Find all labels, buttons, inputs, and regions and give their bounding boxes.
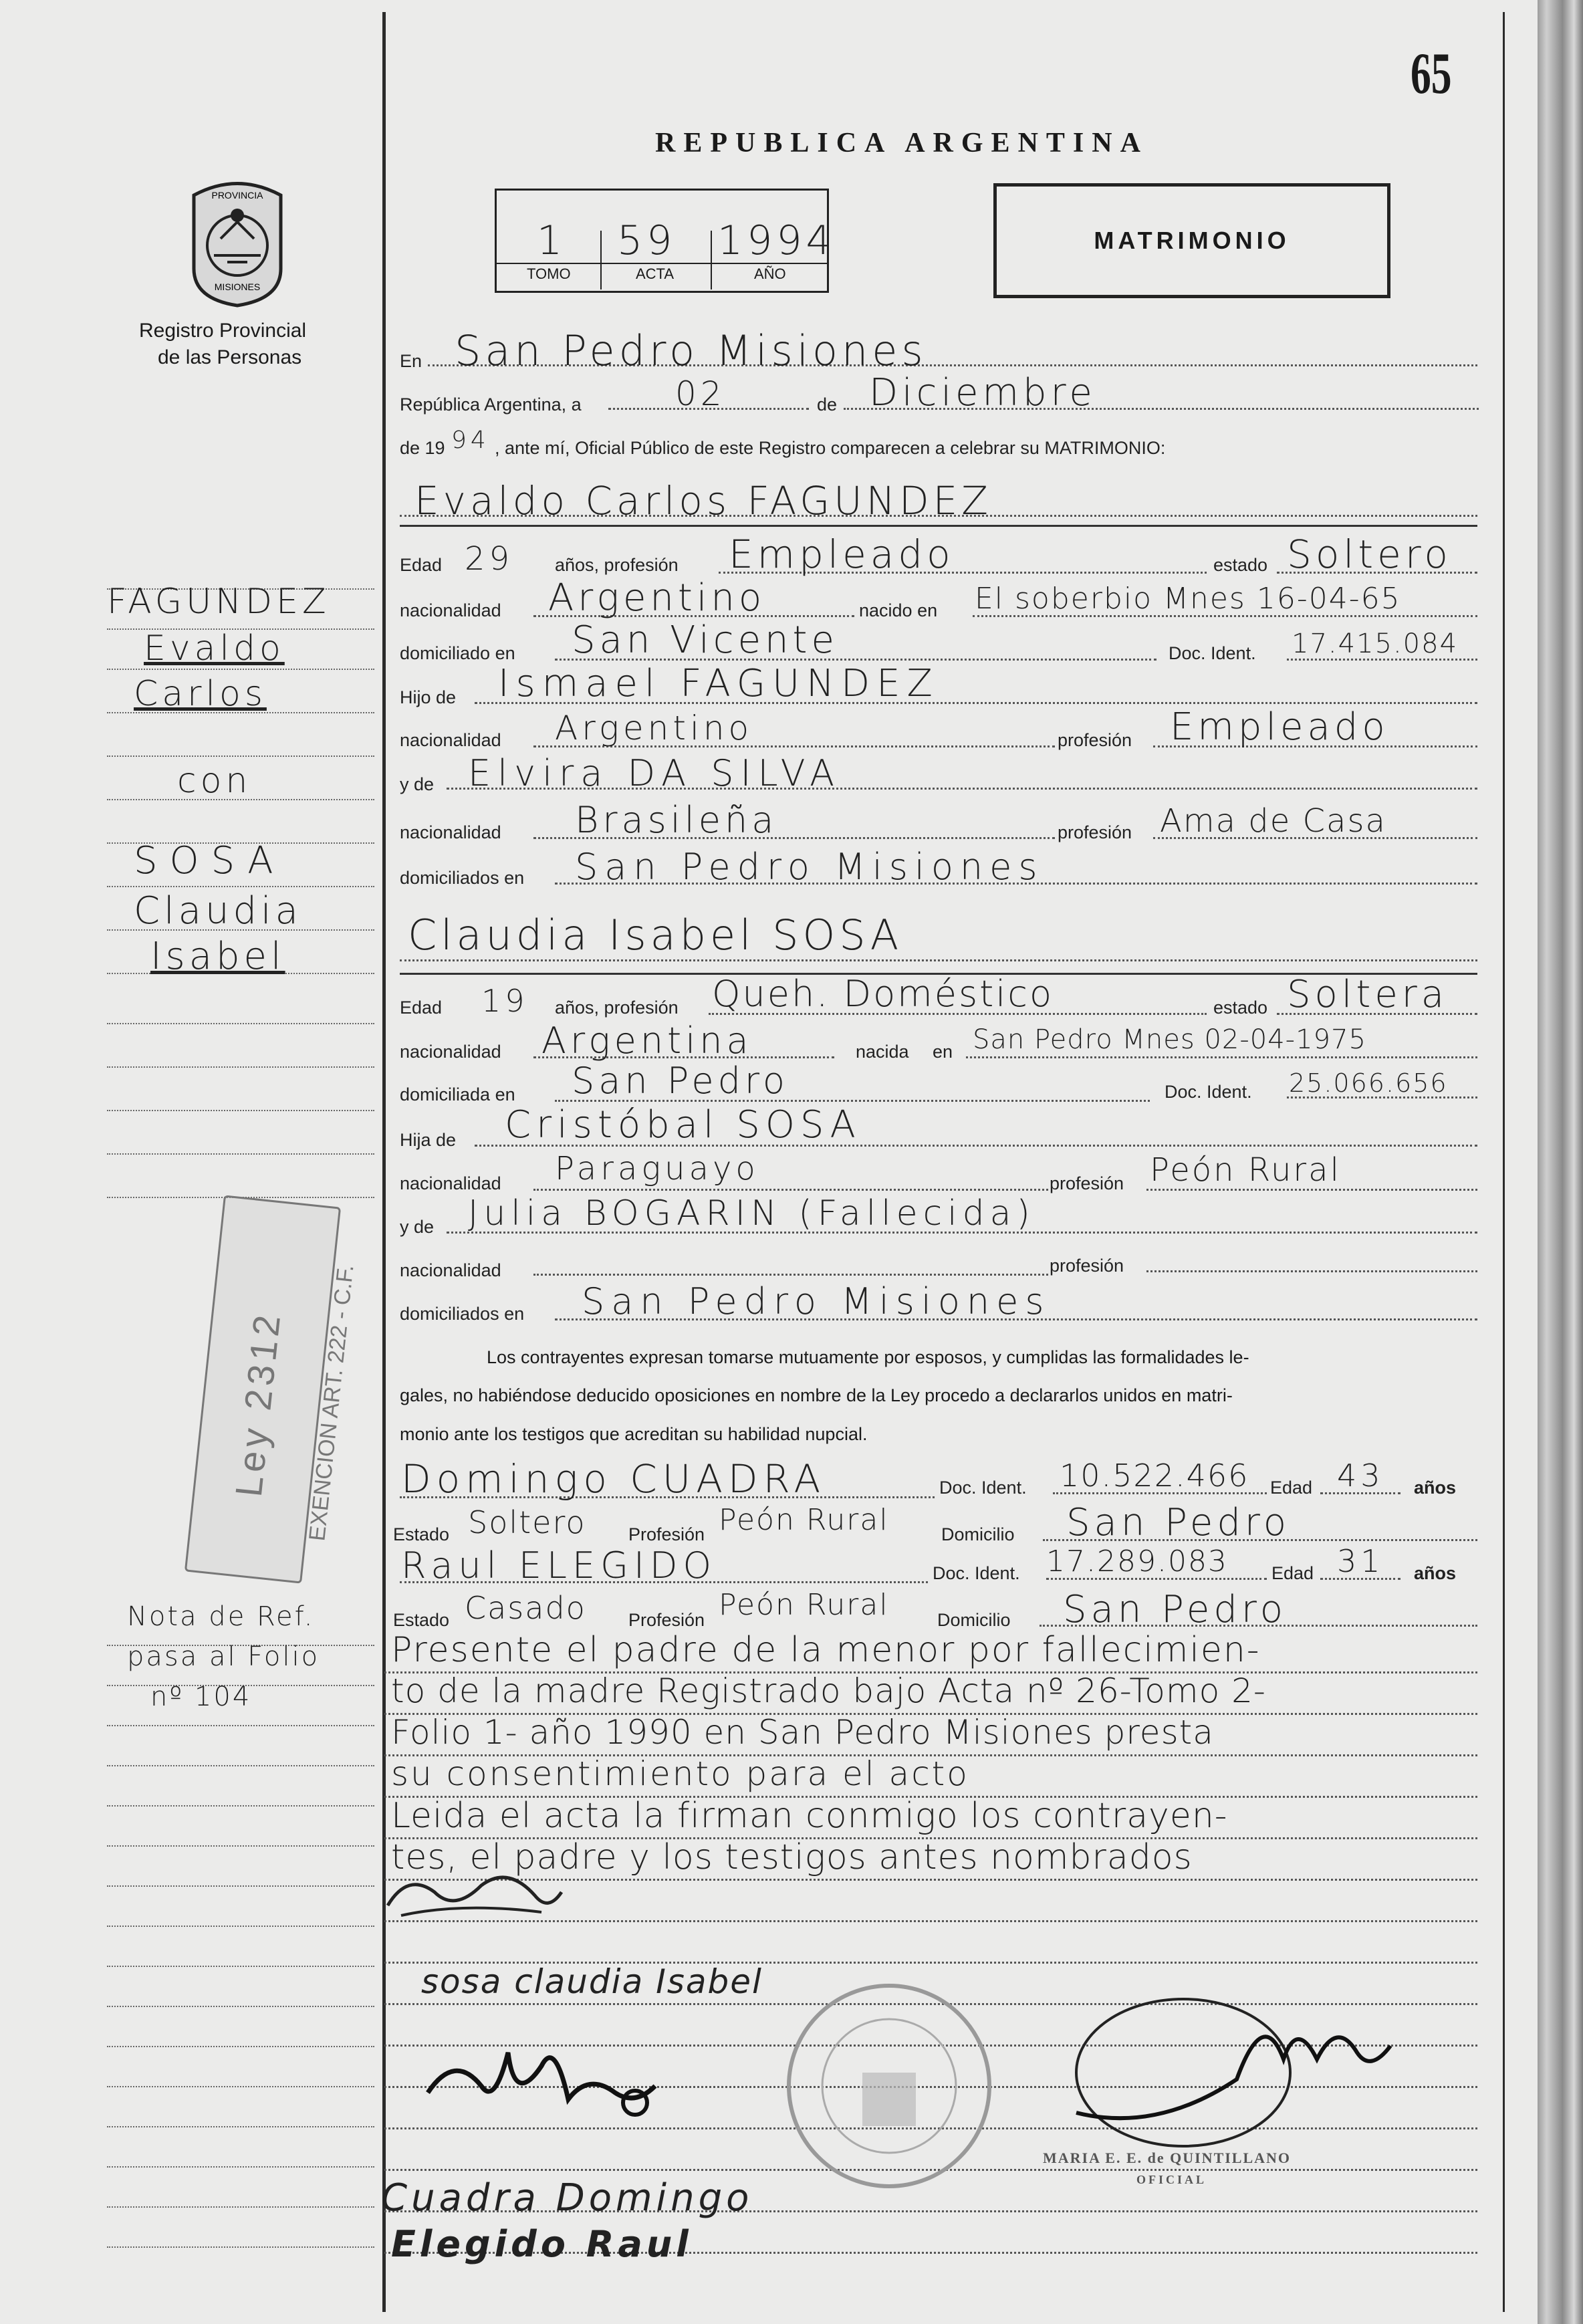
witness2-estado: Casado: [465, 1590, 586, 1626]
witness1-domicile: San Pedro: [1066, 1501, 1290, 1544]
month-value: Diciembre: [869, 371, 1096, 415]
groom-profession: Empleado: [729, 532, 955, 577]
groom-estado: Soltero: [1287, 532, 1452, 577]
acta-label: ACTA: [636, 265, 675, 282]
witness1-edad-label: Edad: [1270, 1478, 1313, 1498]
groom-name: Evaldo Carlos FAGUNDEZ: [414, 478, 993, 524]
record-number-box: [495, 189, 836, 293]
day-value: 02: [675, 374, 726, 413]
act-type-label: MATRIMONIO: [1094, 227, 1290, 254]
note-line3: Folio 1- año 1990 en San Pedro Misiones presta: [391, 1713, 1214, 1752]
bride-doc-label: Doc. Ident.: [1165, 1082, 1252, 1102]
bride-anos-label: años, profesión: [555, 998, 679, 1018]
acta-value: 59: [617, 217, 677, 264]
bride-profession: Queh. Doméstico: [712, 973, 1054, 1015]
groom-mother-prof-label: profesión: [1058, 822, 1132, 842]
bride-mother-prof-label: profesión: [1050, 1256, 1124, 1276]
right-border: [1503, 12, 1505, 2312]
exemption-stamp: [185, 1195, 359, 1583]
groom-birthplace: El soberbio Mnes 16-04-65: [975, 582, 1401, 616]
witness1-age: 43: [1337, 1458, 1384, 1494]
groom-doc: 17.415.084: [1292, 628, 1459, 659]
seal-text-bottom: MISIONES: [214, 281, 261, 292]
witness2-name: Raul ELEGIDO: [401, 1544, 717, 1587]
margin-name2b: Isabel: [150, 935, 285, 978]
groom-mother-profession: Ama de Casa: [1160, 802, 1386, 840]
book-edge: [1538, 0, 1583, 2324]
witness1-domicile-label: Domicilio: [941, 1524, 1015, 1544]
witness2-estado-label: Estado: [393, 1610, 450, 1630]
tomo-label: TOMO: [527, 265, 571, 282]
groom-nationality: Argentino: [548, 576, 766, 620]
bride-father-nationality: Paraguayo: [555, 1150, 759, 1187]
bride-estado-label: estado: [1213, 998, 1268, 1018]
groom-age: 29: [465, 540, 514, 578]
witness1-signature: Cuadra Domingo: [381, 2176, 753, 2220]
margin-con: con: [177, 761, 252, 801]
groom-estado-label: estado: [1213, 555, 1268, 575]
registry-name-line1: Registro Provincial: [139, 320, 307, 342]
stamp-exemption-text: EXENCION ART. 222 - C.F.: [304, 1263, 359, 1542]
country-title: REPUBLICA ARGENTINA: [655, 128, 1148, 158]
province-seal-icon: [180, 175, 294, 309]
bride-father-profession: Peón Rural: [1150, 1151, 1341, 1189]
groom-father: Ismael FAGUNDEZ: [498, 662, 939, 705]
bride-name: Claudia Isabel SOSA: [408, 911, 903, 959]
witness2-edad-label: Edad: [1271, 1563, 1314, 1583]
de19-label: de 19: [400, 438, 445, 458]
groom-nacido-label: nacido en: [859, 600, 938, 620]
registry-name-line2: de las Personas: [158, 346, 302, 368]
witness1-anos-label: años: [1414, 1478, 1457, 1498]
official-seal-icon: [782, 1979, 996, 2193]
witness1-estado-label: Estado: [393, 1524, 450, 1544]
official-stamp-name: MARIA E. E. de QUINTILLANO: [1043, 2149, 1292, 2166]
note-line1: Presente el padre de la menor por fallecimien-: [391, 1630, 1261, 1670]
groom-parents-dom-label: domiciliados en: [400, 868, 525, 888]
official-stamp-title: OFICIAL: [1136, 2173, 1207, 2186]
note-line4: su consentimiento para el acto: [391, 1754, 969, 1793]
margin-name1b: Carlos: [134, 674, 267, 714]
witness1-name: Domingo CUADRA: [401, 1456, 826, 1502]
bride-father: Cristóbal SOSA: [505, 1103, 861, 1147]
note-line6: tes, el padre y los testigos antes nombrados: [391, 1837, 1193, 1877]
groom-doc-label: Doc. Ident.: [1169, 643, 1256, 663]
ano-value: 1994: [717, 217, 836, 264]
declaration-line1: Los contrayentes expresan tomarse mutuamente por esposos, y cumplidas las formalidades le-: [487, 1347, 1249, 1367]
witness1-estado: Soltero: [468, 1504, 586, 1540]
bride-birthplace: San Pedro Mnes 02-04-1975: [973, 1024, 1366, 1055]
witness2-doc: 17.289.083: [1046, 1544, 1228, 1579]
margin-note-line2: pasa al Folio: [127, 1641, 320, 1672]
groom-domicile: San Vicente: [572, 618, 838, 662]
seal-text-top: PROVINCIA: [211, 190, 263, 201]
bride-mother-nat-label: nacionalidad: [400, 1260, 501, 1280]
republica-label: República Argentina, a: [400, 394, 582, 415]
groom-father-profession: Empleado: [1170, 705, 1389, 749]
note-line5: Leida el acta la firman conmigo los contrayen-: [391, 1796, 1228, 1836]
en-label: En: [400, 351, 422, 371]
bride-parents-domicile: San Pedro Misiones: [582, 1280, 1051, 1322]
groom-anos-label: años, profesión: [555, 555, 679, 575]
margin-divider: [382, 12, 386, 2312]
page-number: 65: [1411, 41, 1452, 106]
groom-signature: [381, 1865, 568, 1926]
declaration-line3: monio ante los testigos que acreditan su habilidad nupcial.: [400, 1424, 868, 1444]
bride-mother: Julia BOGARIN (Fallecida): [468, 1193, 1036, 1234]
margin-surname1: FAGUNDEZ: [107, 582, 330, 622]
bride-domicile-label: domiciliada en: [400, 1084, 515, 1105]
bride-yde-label: y de: [400, 1217, 435, 1237]
official-signature: [1063, 1979, 1397, 2153]
groom-father-nat-label: nacionalidad: [400, 730, 501, 750]
witness2-prof-label: Profesión: [628, 1610, 705, 1630]
bride-nationality: Argentina: [541, 1020, 753, 1062]
groom-nationality-label: nacionalidad: [400, 600, 501, 620]
witness1-doc: 10.522.466: [1060, 1458, 1249, 1494]
preamble-text: , ante mí, Oficial Público de este Registro comparecen a celebrar su MATRIMONIO:: [495, 438, 1166, 458]
groom-mother-nationality: Brasileña: [575, 799, 778, 841]
act-type-box: [993, 183, 1390, 298]
declaration-line2: gales, no habiéndose deducido oposiciones en nombre de la Ley procedo a declararlos unidos en matri-: [400, 1385, 1233, 1405]
bride-domicile: San Pedro: [572, 1060, 789, 1102]
bride-father-nat-label: nacionalidad: [400, 1173, 501, 1193]
margin-name2a: Claudia: [134, 889, 302, 933]
witness1-profession: Peón Rural: [719, 1503, 889, 1537]
bride-nat-label: nacionalidad: [400, 1042, 501, 1062]
groom-mother-nat-label: nacionalidad: [400, 822, 501, 842]
witness2-age: 31: [1337, 1543, 1384, 1579]
hijo-label: Hijo de: [400, 687, 457, 707]
groom-father-prof-label: profesión: [1058, 730, 1132, 750]
groom-edad-label: Edad: [400, 555, 443, 575]
groom-mother: Elvira DA SILVA: [468, 752, 842, 794]
groom-father-nationality: Argentino: [555, 709, 753, 747]
bride-age: 19: [481, 983, 529, 1019]
witness2-signature: Elegido Raul: [391, 2223, 693, 2265]
bride-en-label: en: [933, 1042, 953, 1062]
margin-name1a: Evaldo: [144, 628, 285, 669]
witness2-anos-label: años: [1414, 1563, 1457, 1583]
tomo-value: 1: [537, 217, 567, 264]
witness2-domicile-label: Domicilio: [937, 1610, 1011, 1630]
witness2-profession: Peón Rural: [719, 1588, 889, 1622]
bride-parents-dom-label: domiciliados en: [400, 1304, 525, 1324]
groom-parents-domicile: San Pedro Misiones: [575, 846, 1044, 888]
stamp-law-text: Ley 2312: [227, 1309, 289, 1499]
margin-surname2: SOSA: [134, 839, 285, 883]
witness1-doc-label: Doc. Ident.: [939, 1478, 1027, 1498]
year-suffix: 94: [451, 427, 490, 454]
note-line2: to de la madre Registrado bajo Acta nº 26-Tomo 2-: [391, 1671, 1266, 1710]
bride-nacida-label: nacida: [856, 1042, 909, 1062]
ano-label: AÑO: [754, 265, 786, 282]
groom-domicile-label: domiciliado en: [400, 643, 515, 663]
father-signature: [414, 2026, 682, 2133]
bride-estado: Soltera: [1287, 973, 1449, 1016]
witness2-domicile: San Pedro: [1063, 1588, 1287, 1631]
bride-doc: 25.066.656: [1289, 1068, 1448, 1098]
hija-label: Hija de: [400, 1130, 457, 1150]
margin-note-line1: Nota de Ref.: [127, 1601, 315, 1632]
yde-label: y de: [400, 774, 435, 794]
bride-father-prof-label: profesión: [1050, 1173, 1124, 1193]
witness2-doc-label: Doc. Ident.: [933, 1563, 1020, 1583]
de-label: de: [817, 394, 838, 415]
bride-edad-label: Edad: [400, 998, 443, 1018]
bride-signature: sosa claudia Isabel: [421, 1962, 763, 2001]
margin-note-line3: nº 104: [150, 1681, 252, 1712]
witness1-prof-label: Profesión: [628, 1524, 705, 1544]
place-value: San Pedro Misiones: [455, 326, 927, 375]
